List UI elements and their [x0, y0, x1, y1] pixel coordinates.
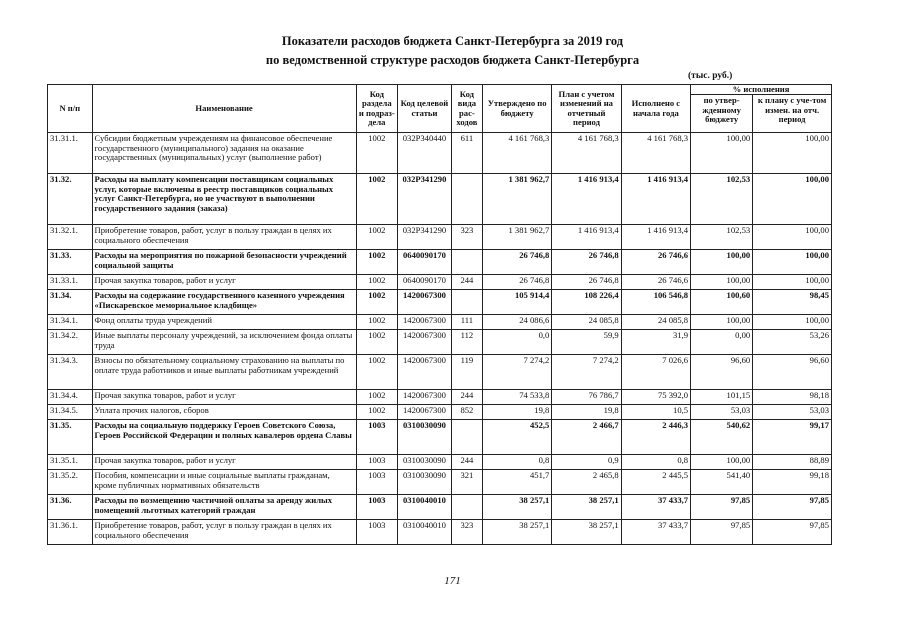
row-name: Фонд оплаты труда учреждений — [92, 315, 356, 330]
row-section-code: 1003 — [356, 470, 397, 495]
row-number: 31.35.1. — [48, 455, 93, 470]
row-pct-approved: 100,00 — [691, 250, 753, 275]
row-executed: 24 085,8 — [621, 315, 690, 330]
row-name: Иные выплаты персоналу учреждений, за исключением фонда оплаты труда — [92, 330, 356, 355]
row-name: Расходы на выплату компенсации поставщикам социальных услуг, которые включены в реестр поставщиков социальных услуг Санкт-Петербурга, но не участвуют в выполнении государственного задания (заказа) — [92, 174, 356, 225]
row-expense-type-code: 323 — [451, 225, 482, 250]
row-number: 31.33.1. — [48, 275, 93, 290]
row-executed: 1 416 913,4 — [621, 174, 690, 225]
table-row — [48, 174, 832, 225]
row-pct-approved: 100,00 — [691, 315, 753, 330]
report-title-line1: Показатели расходов бюджета Санкт-Петербурга за 2019 год — [281, 34, 624, 48]
row-target-code: 0640090170 — [398, 275, 452, 290]
row-section-code: 1002 — [356, 250, 397, 275]
row-section-code: 1003 — [356, 495, 397, 520]
row-name: Расходы на мероприятия по пожарной безопасности учреждений социальной защиты — [92, 250, 356, 275]
table-row — [48, 250, 832, 275]
row-pct-plan: 100,00 — [753, 315, 832, 330]
row-target-code: 0310030090 — [398, 455, 452, 470]
table-row — [48, 390, 832, 405]
row-pct-plan: 97,85 — [753, 495, 832, 520]
row-number: 31.35.2. — [48, 470, 93, 495]
header-pct-group: % исполнения — [691, 85, 832, 95]
row-plan: 76 786,7 — [552, 390, 621, 405]
row-approved: 105 914,4 — [482, 290, 551, 315]
row-target-code: 1420067300 — [398, 355, 452, 390]
row-name: Пособия, компенсации и иные социальные выплаты гражданам, кроме публичных нормативных обязательств — [92, 470, 356, 495]
row-approved: 26 746,8 — [482, 275, 551, 290]
row-name: Прочая закупка товаров, работ и услуг — [92, 275, 356, 290]
row-number: 31.36. — [48, 495, 93, 520]
row-expense-type-code: 323 — [451, 520, 482, 545]
row-executed: 26 746,6 — [621, 250, 690, 275]
row-name: Взносы по обязательному социальному страхованию на выплаты по оплате труда работников и иные выплаты работникам учреждений — [92, 355, 356, 390]
row-plan: 19,8 — [552, 405, 621, 420]
row-approved: 1 381 962,7 — [482, 225, 551, 250]
row-pct-plan: 98,45 — [753, 290, 832, 315]
table-body — [48, 133, 832, 545]
row-pct-approved: 97,85 — [691, 520, 753, 545]
row-pct-plan: 97,85 — [753, 520, 832, 545]
row-expense-type-code: 244 — [451, 390, 482, 405]
row-plan: 0,9 — [552, 455, 621, 470]
row-approved: 451,7 — [482, 470, 551, 495]
row-expense-type-code: 244 — [451, 275, 482, 290]
expenditure-table — [47, 84, 832, 545]
row-target-code: 1420067300 — [398, 315, 452, 330]
row-number: 31.33. — [48, 250, 93, 275]
row-target-code: 032P340440 — [398, 133, 452, 174]
row-section-code: 1002 — [356, 330, 397, 355]
row-pct-approved: 0,00 — [691, 330, 753, 355]
row-pct-plan: 99,17 — [753, 420, 832, 455]
row-plan: 7 274,2 — [552, 355, 621, 390]
row-pct-approved: 541,40 — [691, 470, 753, 495]
row-name: Уплата прочих налогов, сборов — [92, 405, 356, 420]
row-pct-plan: 100,00 — [753, 133, 832, 174]
row-section-code: 1003 — [356, 520, 397, 545]
row-pct-approved: 102,53 — [691, 174, 753, 225]
table-row — [48, 133, 832, 174]
row-executed: 1 416 913,4 — [621, 225, 690, 250]
row-approved: 452,5 — [482, 420, 551, 455]
row-approved: 1 381 962,7 — [482, 174, 551, 225]
table-row — [48, 405, 832, 420]
header-section-code: Код раздела и подраз-дела — [356, 85, 397, 133]
row-expense-type-code — [451, 174, 482, 225]
row-approved: 19,8 — [482, 405, 551, 420]
row-name: Субсидии бюджетным учреждениям на финансовое обеспечение государственного (муниципального) задания на оказание государственных (муниципальных) услуг (выполнение работ) — [92, 133, 356, 174]
row-pct-plan: 53,26 — [753, 330, 832, 355]
header-target-code: Код целевой статьи — [398, 85, 452, 133]
header-num: N п/п — [48, 85, 93, 133]
report-title-line2: по ведомственной структуре расходов бюджета Санкт-Петербурга — [265, 53, 640, 67]
row-executed: 0,8 — [621, 455, 690, 470]
row-name: Приобретение товаров, работ, услуг в пользу граждан в целях их социального обеспечения — [92, 225, 356, 250]
page-number: 171 — [444, 575, 461, 587]
row-executed: 37 433,7 — [621, 520, 690, 545]
row-expense-type-code: 112 — [451, 330, 482, 355]
table-row — [48, 290, 832, 315]
row-executed: 31,9 — [621, 330, 690, 355]
row-executed: 4 161 768,3 — [621, 133, 690, 174]
table-row — [48, 330, 832, 355]
row-section-code: 1002 — [356, 355, 397, 390]
row-number: 31.35. — [48, 420, 93, 455]
row-plan: 4 161 768,3 — [552, 133, 621, 174]
row-pct-approved: 100,60 — [691, 290, 753, 315]
row-pct-plan: 99,18 — [753, 470, 832, 495]
row-target-code: 1420067300 — [398, 405, 452, 420]
header-plan: План с учетом изменений на отчетный период — [552, 85, 621, 133]
row-expense-type-code: 111 — [451, 315, 482, 330]
row-target-code: 0310040010 — [398, 495, 452, 520]
row-name: Расходы по возмещению частичной оплаты за аренду жилых помещений льготных категорий граждан — [92, 495, 356, 520]
row-expense-type-code: 321 — [451, 470, 482, 495]
row-number: 31.34.5. — [48, 405, 93, 420]
row-pct-plan: 100,00 — [753, 275, 832, 290]
row-section-code: 1002 — [356, 390, 397, 405]
row-approved: 0,8 — [482, 455, 551, 470]
row-executed: 26 746,6 — [621, 275, 690, 290]
table-row — [48, 470, 832, 495]
row-target-code: 1420067300 — [398, 330, 452, 355]
row-name: Прочая закупка товаров, работ и услуг — [92, 455, 356, 470]
row-pct-plan: 100,00 — [753, 225, 832, 250]
row-executed: 2 445,5 — [621, 470, 690, 495]
row-section-code: 1003 — [356, 455, 397, 470]
header-executed: Исполнено с начала года — [621, 85, 690, 133]
row-section-code: 1002 — [356, 290, 397, 315]
row-pct-approved: 97,85 — [691, 495, 753, 520]
row-approved: 7 274,2 — [482, 355, 551, 390]
row-section-code: 1002 — [356, 225, 397, 250]
row-plan: 59,9 — [552, 330, 621, 355]
row-name: Приобретение товаров, работ, услуг в пользу граждан в целях их социального обеспечения — [92, 520, 356, 545]
table-row — [48, 275, 832, 290]
row-number: 31.34.2. — [48, 330, 93, 355]
table-row — [48, 225, 832, 250]
row-plan: 2 465,8 — [552, 470, 621, 495]
row-pct-approved: 101,15 — [691, 390, 753, 405]
row-pct-approved: 100,00 — [691, 133, 753, 174]
header-expense-type-code: Код вида рас-ходов — [451, 85, 482, 133]
row-pct-approved: 540,62 — [691, 420, 753, 455]
row-pct-plan: 98,18 — [753, 390, 832, 405]
row-expense-type-code: 244 — [451, 455, 482, 470]
row-expense-type-code: 852 — [451, 405, 482, 420]
header-approved: Утверждено по бюджету — [482, 85, 551, 133]
row-plan: 26 746,8 — [552, 275, 621, 290]
row-expense-type-code — [451, 290, 482, 315]
table-row — [48, 355, 832, 390]
row-approved: 24 086,6 — [482, 315, 551, 330]
row-expense-type-code — [451, 250, 482, 275]
row-name: Расходы на социальную поддержку Героев Советского Союза, Героев Российской Федерации и полных кавалеров ордена Славы — [92, 420, 356, 455]
row-target-code: 0310040010 — [398, 520, 452, 545]
row-plan: 38 257,1 — [552, 520, 621, 545]
row-target-code: 032P341290 — [398, 174, 452, 225]
row-executed: 37 433,7 — [621, 495, 690, 520]
row-pct-approved: 100,00 — [691, 455, 753, 470]
table-row — [48, 315, 832, 330]
row-target-code: 032P341290 — [398, 225, 452, 250]
row-number: 31.32. — [48, 174, 93, 225]
row-section-code: 1002 — [356, 405, 397, 420]
row-section-code: 1002 — [356, 133, 397, 174]
row-pct-approved: 96,60 — [691, 355, 753, 390]
row-pct-approved: 53,03 — [691, 405, 753, 420]
row-plan: 1 416 913,4 — [552, 225, 621, 250]
header-pct-approved: по утвер-жденному бюджету — [691, 95, 753, 133]
row-pct-plan: 53,03 — [753, 405, 832, 420]
row-name: Расходы на содержание государственного казенного учреждения «Пискаревское мемориальное кладбище» — [92, 290, 356, 315]
row-number: 31.36.1. — [48, 520, 93, 545]
row-pct-plan: 100,00 — [753, 174, 832, 225]
row-target-code: 1420067300 — [398, 390, 452, 405]
row-executed: 7 026,6 — [621, 355, 690, 390]
row-executed: 2 446,3 — [621, 420, 690, 455]
row-target-code: 0640090170 — [398, 250, 452, 275]
row-plan: 24 085,8 — [552, 315, 621, 330]
row-approved: 4 161 768,3 — [482, 133, 551, 174]
row-section-code: 1003 — [356, 420, 397, 455]
row-executed: 10,5 — [621, 405, 690, 420]
header-name: Наименование — [92, 85, 356, 133]
table-row — [48, 520, 832, 545]
table-row — [48, 455, 832, 470]
row-plan: 1 416 913,4 — [552, 174, 621, 225]
row-number: 31.34.4. — [48, 390, 93, 405]
row-target-code: 0310030090 — [398, 420, 452, 455]
row-plan: 38 257,1 — [552, 495, 621, 520]
row-pct-approved: 100,00 — [691, 275, 753, 290]
row-number: 31.34.1. — [48, 315, 93, 330]
header-pct-plan: к плану с уче-том измен. на отч. период — [753, 95, 832, 133]
row-approved: 0,0 — [482, 330, 551, 355]
row-approved: 38 257,1 — [482, 520, 551, 545]
row-number: 31.32.1. — [48, 225, 93, 250]
row-section-code: 1002 — [356, 275, 397, 290]
row-plan: 108 226,4 — [552, 290, 621, 315]
row-executed: 106 546,8 — [621, 290, 690, 315]
row-plan: 2 466,7 — [552, 420, 621, 455]
row-pct-plan: 96,60 — [753, 355, 832, 390]
row-executed: 75 392,0 — [621, 390, 690, 405]
row-section-code: 1002 — [356, 315, 397, 330]
row-pct-plan: 88,89 — [753, 455, 832, 470]
row-approved: 26 746,8 — [482, 250, 551, 275]
row-section-code: 1002 — [356, 174, 397, 225]
row-expense-type-code: 119 — [451, 355, 482, 390]
row-expense-type-code: 611 — [451, 133, 482, 174]
row-plan: 26 746,8 — [552, 250, 621, 275]
row-number: 31.34.3. — [48, 355, 93, 390]
units-label: (тыс. руб.) — [688, 71, 733, 81]
row-approved: 38 257,1 — [482, 495, 551, 520]
row-target-code: 0310030090 — [398, 470, 452, 495]
row-expense-type-code — [451, 495, 482, 520]
row-number: 31.31.1. — [48, 133, 93, 174]
row-number: 31.34. — [48, 290, 93, 315]
row-name: Прочая закупка товаров, работ и услуг — [92, 390, 356, 405]
row-pct-approved: 102,53 — [691, 225, 753, 250]
row-pct-plan: 100,00 — [753, 250, 832, 275]
row-expense-type-code — [451, 420, 482, 455]
table-row — [48, 495, 832, 520]
row-target-code: 1420067300 — [398, 290, 452, 315]
row-approved: 74 533,8 — [482, 390, 551, 405]
table-row — [48, 420, 832, 455]
